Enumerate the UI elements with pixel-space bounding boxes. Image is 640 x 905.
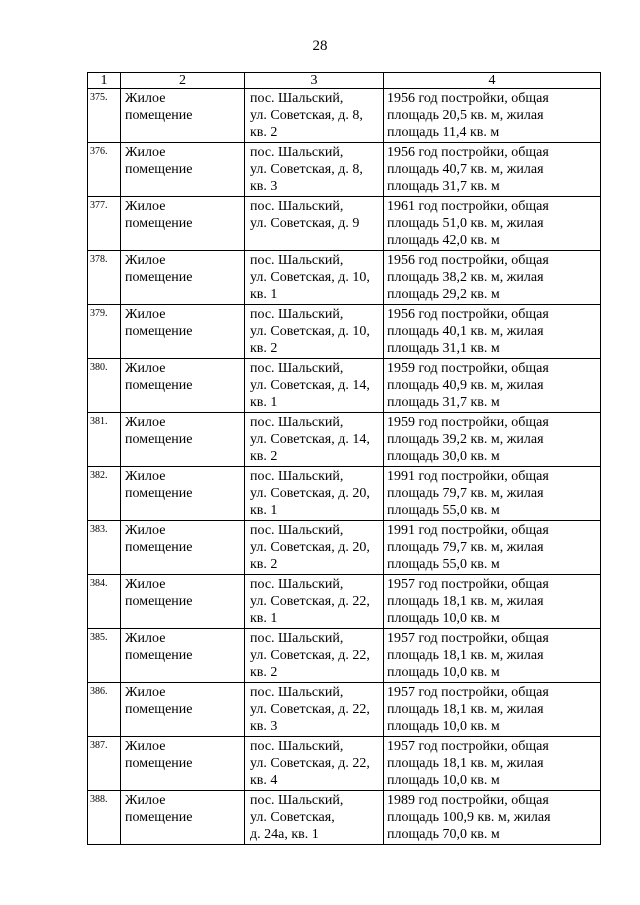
object-name-line: Жилое (125, 91, 166, 106)
description-cell (384, 413, 601, 467)
address-line: пос. Шальский, (250, 523, 344, 538)
description-line: 1957 год постройки, общая (387, 685, 549, 700)
object-name-line: помещение (125, 486, 193, 501)
address-line: д. 24а, кв. 1 (250, 827, 319, 842)
description-line: площадь 10,0 кв. м (387, 665, 500, 680)
description-line: площадь 11,4 кв. м (387, 125, 500, 140)
address-line: ул. Советская, (250, 810, 335, 825)
table-row (88, 413, 601, 467)
address-line: кв. 4 (250, 773, 278, 788)
address-line: кв. 2 (250, 665, 278, 680)
description-line: площадь 70,0 кв. м (387, 827, 500, 842)
description-line: площадь 31,7 кв. м (387, 179, 500, 194)
address-line: кв. 1 (250, 503, 278, 518)
object-name-cell (121, 251, 245, 305)
address-line: ул. Советская, д. 9 (250, 216, 360, 231)
object-name-line: помещение (125, 648, 193, 663)
row-number: 383. (88, 521, 121, 575)
page-number: 28 (312, 38, 328, 54)
address-line: ул. Советская, д. 22, (250, 594, 370, 609)
object-name-line: помещение (125, 270, 193, 285)
description-line: 1956 год постройки, общая (387, 145, 549, 160)
description-line: площадь 55,0 кв. м (387, 557, 500, 572)
address-line: ул. Советская, д. 20, (250, 540, 370, 555)
table-header-row (88, 73, 601, 89)
address-line: пос. Шальский, (250, 145, 344, 160)
description-line: площадь 100,9 кв. м, жилая (387, 810, 551, 825)
address-line: пос. Шальский, (250, 253, 344, 268)
object-name-cell (121, 305, 245, 359)
address-line: кв. 2 (250, 557, 278, 572)
table-row (88, 737, 601, 791)
description-line: 1959 год постройки, общая (387, 415, 549, 430)
address-cell (245, 251, 384, 305)
address-line: пос. Шальский, (250, 739, 344, 754)
object-name-cell (121, 143, 245, 197)
table-row (88, 521, 601, 575)
description-line: площадь 31,1 кв. м (387, 341, 500, 356)
address-cell (245, 359, 384, 413)
object-name-cell (121, 413, 245, 467)
description-line: площадь 18,1 кв. м, жилая (387, 756, 544, 771)
description-line: площадь 39,2 кв. м, жилая (387, 432, 544, 447)
address-cell (245, 413, 384, 467)
row-number: 387. (88, 737, 121, 791)
object-name-line: помещение (125, 432, 193, 447)
description-cell (384, 737, 601, 791)
description-line: 1957 год постройки, общая (387, 577, 549, 592)
object-name-line: Жилое (125, 523, 166, 538)
address-line: ул. Советская, д. 20, (250, 486, 370, 501)
description-line: площадь 10,0 кв. м (387, 773, 500, 788)
description-line: площадь 55,0 кв. м (387, 503, 500, 518)
object-name-cell (121, 575, 245, 629)
description-cell (384, 89, 601, 143)
description-line: площадь 42,0 кв. м (387, 233, 500, 248)
object-name-line: Жилое (125, 469, 166, 484)
description-cell (384, 197, 601, 251)
description-cell (384, 467, 601, 521)
object-name-line: помещение (125, 756, 193, 771)
address-line: пос. Шальский, (250, 631, 344, 646)
address-line: пос. Шальский, (250, 415, 344, 430)
description-line: 1989 год постройки, общая (387, 793, 549, 808)
description-line: 1961 год постройки, общая (387, 199, 549, 214)
object-name-line: Жилое (125, 199, 166, 214)
address-line: кв. 2 (250, 449, 278, 464)
description-line: 1991 год постройки, общая (387, 469, 549, 484)
object-name-line: Жилое (125, 739, 166, 754)
description-line: площадь 38,2 кв. м, жилая (387, 270, 544, 285)
row-number: 377. (88, 197, 121, 251)
address-line: ул. Советская, д. 22, (250, 648, 370, 663)
description-cell (384, 683, 601, 737)
address-line: пос. Шальский, (250, 91, 344, 106)
address-line: пос. Шальский, (250, 469, 344, 484)
row-number: 385. (88, 629, 121, 683)
table-row (88, 251, 601, 305)
description-line: площадь 40,9 кв. м, жилая (387, 378, 544, 393)
table-row (88, 683, 601, 737)
address-line: ул. Советская, д. 14, (250, 432, 370, 447)
row-number: 378. (88, 251, 121, 305)
object-name-cell (121, 521, 245, 575)
description-line: 1956 год постройки, общая (387, 307, 549, 322)
object-name-line: помещение (125, 108, 193, 123)
address-cell (245, 521, 384, 575)
table-row (88, 305, 601, 359)
row-number: 388. (88, 791, 121, 845)
description-line: 1991 год постройки, общая (387, 523, 549, 538)
table-row (88, 791, 601, 845)
table-row (88, 467, 601, 521)
description-line: площадь 18,1 кв. м, жилая (387, 702, 544, 717)
object-name-line: помещение (125, 594, 193, 609)
address-line: пос. Шальский, (250, 793, 344, 808)
address-line: кв. 1 (250, 395, 278, 410)
address-line: ул. Советская, д. 10, (250, 324, 370, 339)
address-cell (245, 305, 384, 359)
description-line: площадь 10,0 кв. м (387, 719, 500, 734)
description-line: площадь 40,7 кв. м, жилая (387, 162, 544, 177)
object-name-cell (121, 89, 245, 143)
address-line: пос. Шальский, (250, 199, 344, 214)
address-line: пос. Шальский, (250, 307, 344, 322)
address-cell (245, 575, 384, 629)
table-row (88, 89, 601, 143)
row-number: 380. (88, 359, 121, 413)
description-line: 1959 год постройки, общая (387, 361, 549, 376)
address-cell (245, 197, 384, 251)
table-row (88, 197, 601, 251)
description-line: площадь 18,1 кв. м, жилая (387, 648, 544, 663)
object-name-line: помещение (125, 540, 193, 555)
address-cell (245, 737, 384, 791)
object-name-line: помещение (125, 324, 193, 339)
column-header-2: 2 (121, 73, 245, 89)
row-number: 376. (88, 143, 121, 197)
object-name-cell (121, 737, 245, 791)
address-line: кв. 2 (250, 341, 278, 356)
address-line: пос. Шальский, (250, 577, 344, 592)
address-line: ул. Советская, д. 22, (250, 702, 370, 717)
description-cell (384, 359, 601, 413)
address-cell (245, 467, 384, 521)
address-line: кв. 3 (250, 719, 278, 734)
object-name-cell (121, 791, 245, 845)
table-row (88, 143, 601, 197)
address-line: ул. Советская, д. 10, (250, 270, 370, 285)
row-number: 384. (88, 575, 121, 629)
object-name-cell (121, 629, 245, 683)
object-name-cell (121, 683, 245, 737)
description-line: площадь 79,7 кв. м, жилая (387, 540, 544, 555)
object-name-line: Жилое (125, 307, 166, 322)
description-cell (384, 521, 601, 575)
description-line: 1956 год постройки, общая (387, 91, 549, 106)
description-cell (384, 791, 601, 845)
description-cell (384, 575, 601, 629)
row-number: 382. (88, 467, 121, 521)
row-number: 386. (88, 683, 121, 737)
address-line: пос. Шальский, (250, 361, 344, 376)
description-line: площадь 10,0 кв. м (387, 611, 500, 626)
description-line: площадь 29,2 кв. м (387, 287, 500, 302)
column-header-3: 3 (245, 73, 384, 89)
table-row (88, 359, 601, 413)
address-line: ул. Советская, д. 8, (250, 108, 363, 123)
object-name-line: Жилое (125, 577, 166, 592)
object-name-line: Жилое (125, 253, 166, 268)
row-number: 375. (88, 89, 121, 143)
table-body (88, 89, 601, 845)
object-name-line: Жилое (125, 685, 166, 700)
object-name-line: помещение (125, 378, 193, 393)
object-name-line: помещение (125, 702, 193, 717)
description-line: площадь 40,1 кв. м, жилая (387, 324, 544, 339)
address-line: кв. 2 (250, 125, 278, 140)
address-cell (245, 683, 384, 737)
description-line: площадь 31,7 кв. м (387, 395, 500, 410)
object-name-line: Жилое (125, 361, 166, 376)
table-row (88, 575, 601, 629)
address-cell (245, 143, 384, 197)
column-header-1: 1 (88, 73, 121, 89)
address-line: кв. 3 (250, 179, 278, 194)
description-line: 1957 год постройки, общая (387, 631, 549, 646)
description-cell (384, 305, 601, 359)
address-line: кв. 1 (250, 611, 278, 626)
object-name-line: Жилое (125, 631, 166, 646)
description-cell (384, 143, 601, 197)
object-name-line: помещение (125, 162, 193, 177)
table-row (88, 629, 601, 683)
object-name-line: Жилое (125, 415, 166, 430)
description-line: площадь 30,0 кв. м (387, 449, 500, 464)
object-name-line: помещение (125, 216, 193, 231)
description-line: площадь 20,5 кв. м, жилая (387, 108, 544, 123)
object-name-cell (121, 197, 245, 251)
address-cell (245, 791, 384, 845)
row-number: 379. (88, 305, 121, 359)
column-header-4: 4 (384, 73, 601, 89)
object-name-cell (121, 467, 245, 521)
description-cell (384, 251, 601, 305)
description-line: площадь 51,0 кв. м, жилая (387, 216, 544, 231)
address-line: ул. Советская, д. 22, (250, 756, 370, 771)
object-name-cell (121, 359, 245, 413)
address-cell (245, 89, 384, 143)
address-line: ул. Советская, д. 8, (250, 162, 363, 177)
object-name-line: Жилое (125, 145, 166, 160)
description-line: 1956 год постройки, общая (387, 253, 549, 268)
description-line: площадь 79,7 кв. м, жилая (387, 486, 544, 501)
address-cell (245, 629, 384, 683)
address-line: пос. Шальский, (250, 685, 344, 700)
description-cell (384, 629, 601, 683)
description-line: 1957 год постройки, общая (387, 739, 549, 754)
address-line: кв. 1 (250, 287, 278, 302)
row-number: 381. (88, 413, 121, 467)
object-name-line: Жилое (125, 793, 166, 808)
object-name-line: помещение (125, 810, 193, 825)
address-line: ул. Советская, д. 14, (250, 378, 370, 393)
description-line: площадь 18,1 кв. м, жилая (387, 594, 544, 609)
property-registry-table (87, 72, 601, 845)
